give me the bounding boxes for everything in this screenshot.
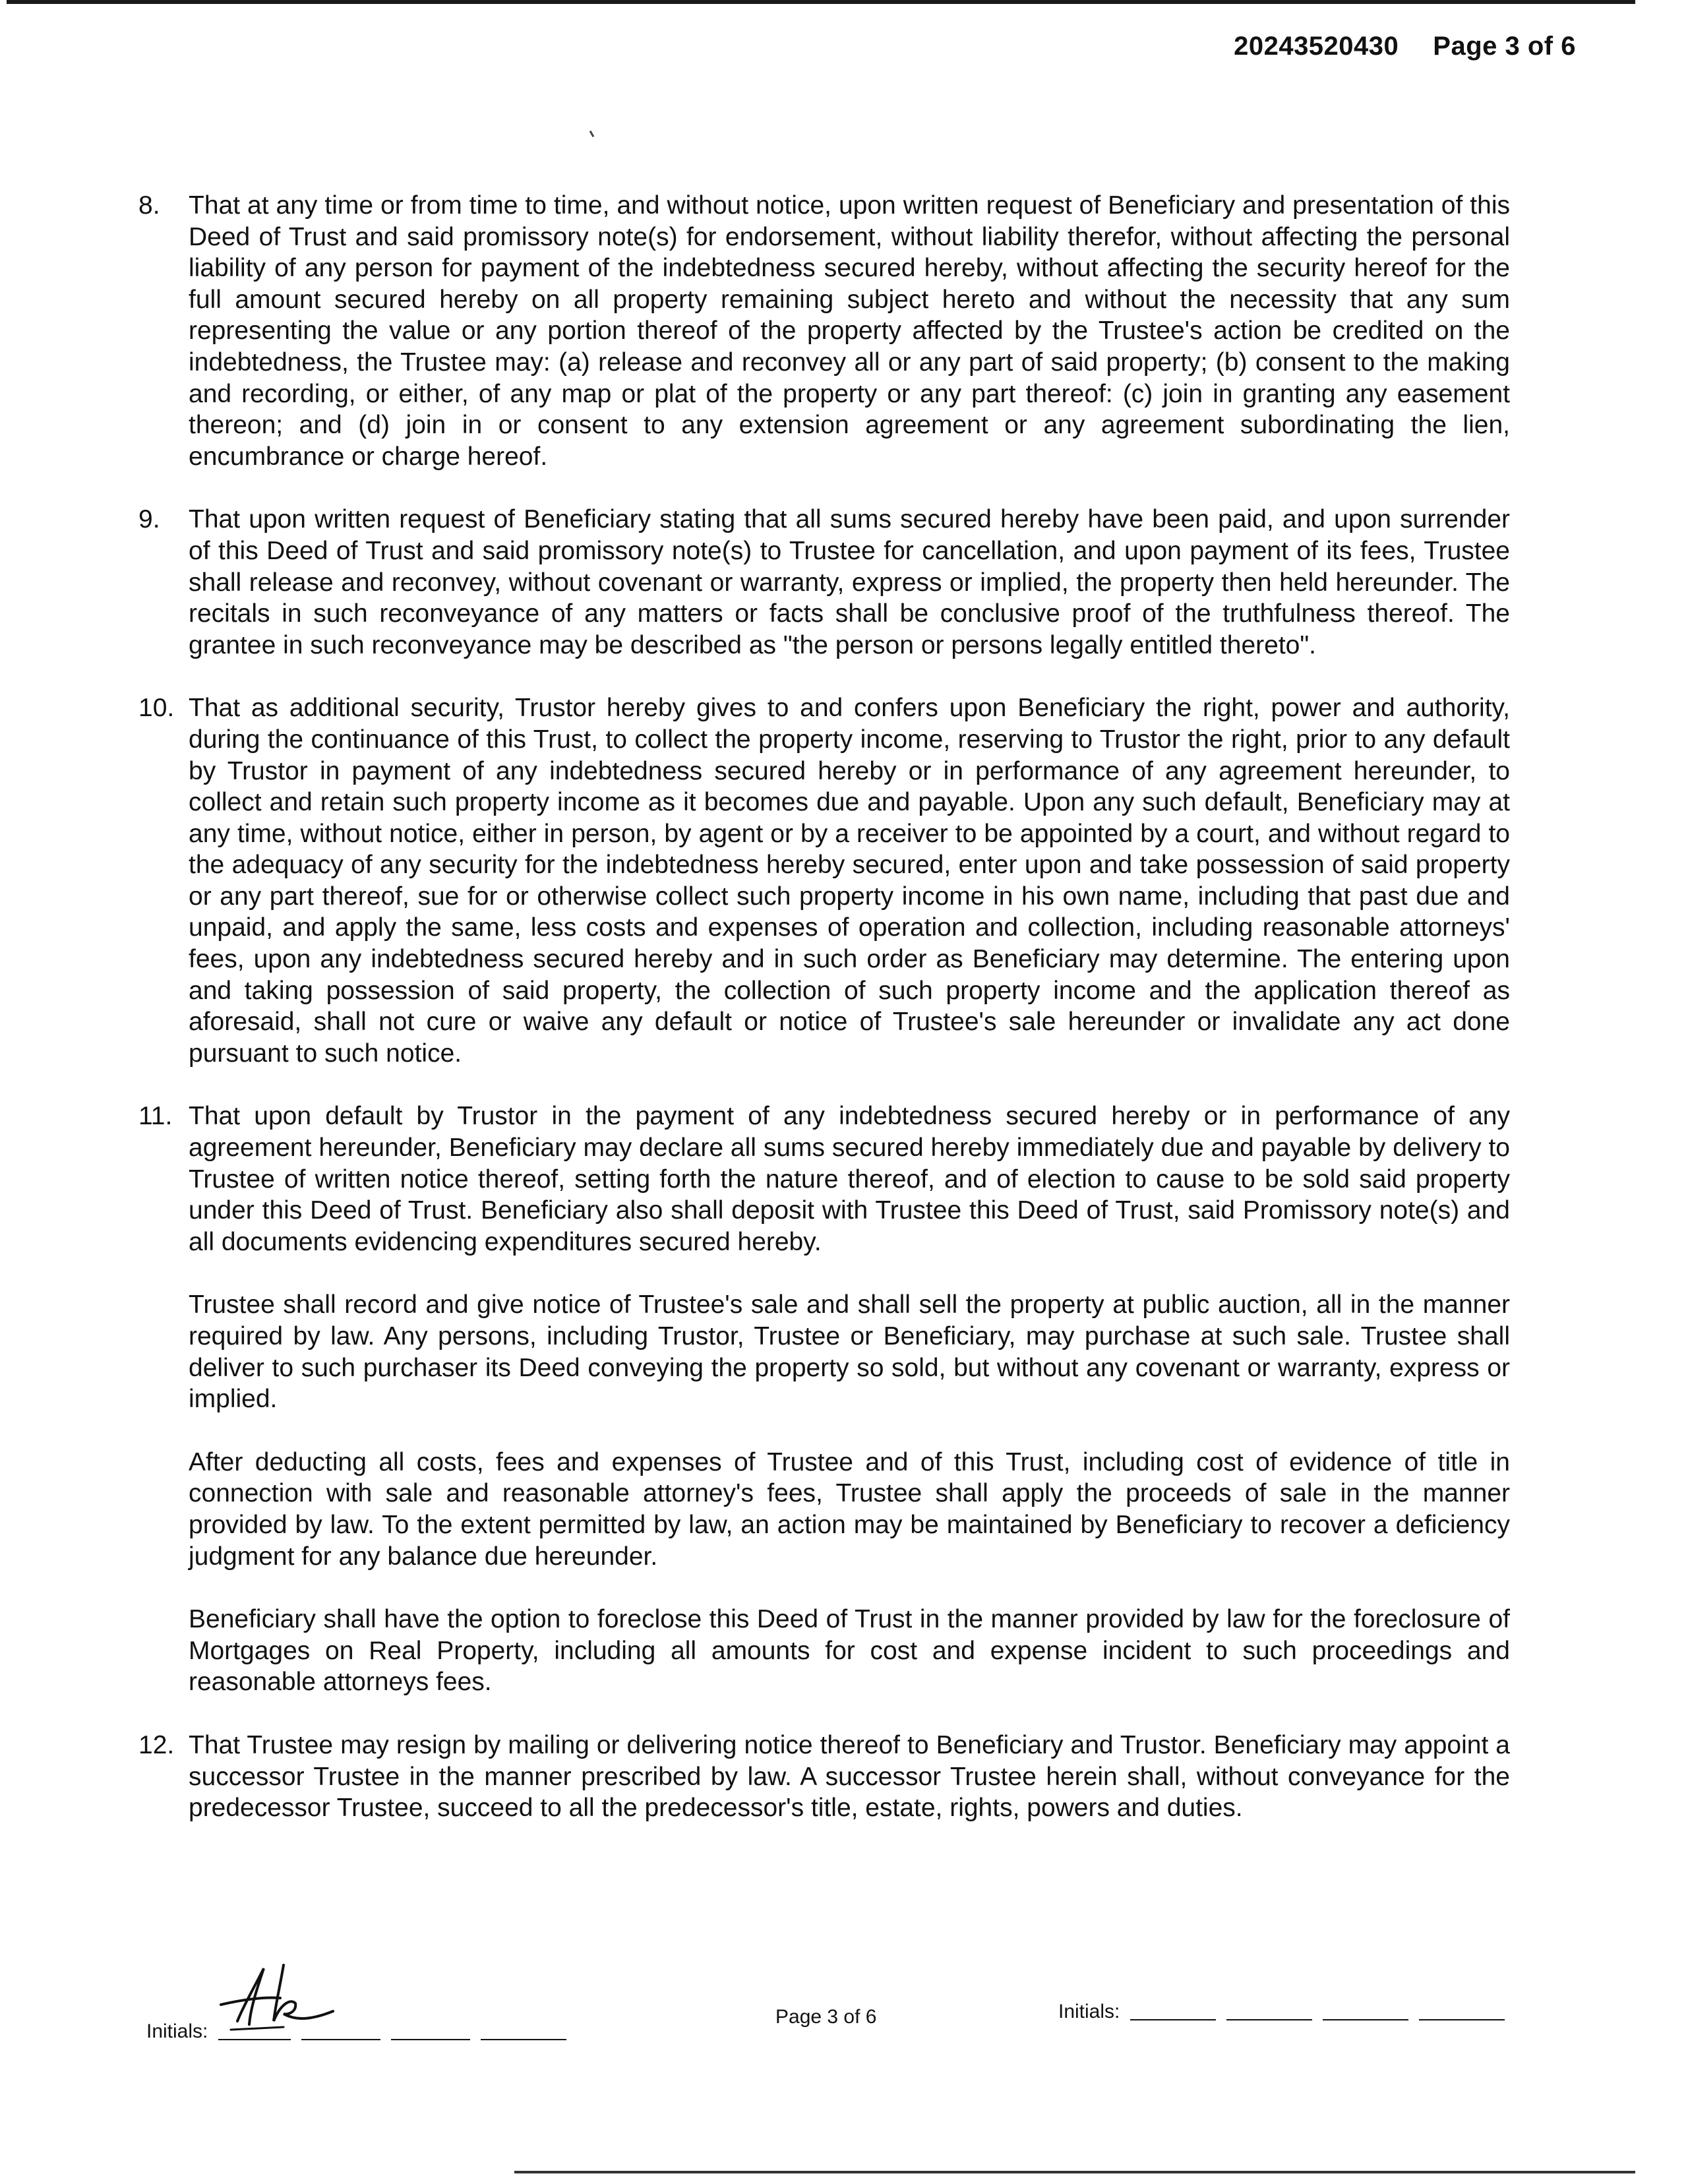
clause-number: 8. xyxy=(138,191,160,220)
clause-body xyxy=(189,1101,1510,1698)
clause-10 xyxy=(138,692,1510,1069)
bottom-border-line xyxy=(514,2171,1635,2173)
scan-mark xyxy=(589,131,595,137)
clause-paragraph: Trustee shall record and give notice of Trustee's sale and shall sell the property at public auction, all in the manner required by law. Any persons, including Trustor, Trustee or Beneficiary, may purchase at such sale. Trustee shall deliver to such purchaser its Deed conveying the property so sold, but without any covenant or warranty, express or implied. xyxy=(189,1290,1510,1414)
clause-paragraph: That at any time or from time to time, and without notice, upon written request of Beneficiary and presentation of this Deed of Trust and said promissory note(s) for endorsement, without liability therefor, without affecting the personal liability of any person for payment of the indebtedness secured hereby, without affecting the security hereof for the full amount secured hereby on all property remaining subject hereto and without the necessity that any sum representing the value or any portion thereof of the property affected by the Trustee's action be credited on the indebtedness, the Trustee may: (a) release and reconvey all or any part of said property; (b) consent to the making and recording, or either, of any map or plat of the property or any part thereof: (c) join in granting any easement thereon; and (d) join in or consent to any extension agreement or any agreement subordinating the lien, encumbrance or charge hereof. xyxy=(189,191,1510,471)
initials-blank xyxy=(1226,2019,1312,2020)
clause-body xyxy=(189,1730,1510,1824)
clause-12 xyxy=(138,1730,1510,1824)
clause-number: 9. xyxy=(138,505,160,534)
clause-11 xyxy=(138,1101,1510,1698)
document-body xyxy=(138,190,1510,1856)
clause-body xyxy=(189,692,1510,1069)
initials-right xyxy=(1058,2001,1505,2023)
clause-paragraph: That upon default by Trustor in the payment of any indebtedness secured hereby or in performance of any agreement hereunder, Beneficiary may declare all sums secured hereby immediately due and payable by delivery to Trustee of written notice thereof, setting forth the nature thereof, and of election to cause to be sold said property under this Deed of Trust. Beneficiary also shall deposit with Trustee this Deed of Trust, said Promissory note(s) and all documents evidencing expenditures secured hereby. xyxy=(189,1102,1510,1256)
initials-left xyxy=(146,2020,566,2043)
initials-blank xyxy=(1419,2019,1505,2020)
initials-blank xyxy=(1323,2019,1408,2020)
initials-left-label: Initials: xyxy=(146,2020,208,2042)
clause-body xyxy=(189,190,1510,472)
document-header xyxy=(1234,32,1576,61)
initials-blank xyxy=(301,2039,380,2040)
clause-number: 12. xyxy=(138,1730,175,1759)
initials-blank xyxy=(218,2039,291,2040)
page-footer xyxy=(0,1985,1688,2051)
clause-number: 10. xyxy=(138,694,175,723)
footer-page-number: Page 3 of 6 xyxy=(775,2006,877,2028)
clause-body xyxy=(189,504,1510,661)
clause-paragraph: Beneficiary shall have the option to foreclose this Deed of Trust in the manner provided by law for the foreclosure of Mortgages on Real Property, including all amounts for cost and expense incident to such proceedings and reasonable attorneys fees. xyxy=(189,1605,1510,1697)
top-border-line xyxy=(7,0,1635,4)
clause-paragraph: That Trustee may resign by mailing or delivering notice thereof to Beneficiary and Trustor. Beneficiary may appoint a successor Trustee in the manner prescribed by law. A successor Trustee herein shall, without conveyance for the predecessor Trustee, succeed to all the predecessor's title, estate, rights, powers and duties. xyxy=(189,1730,1510,1823)
clause-8 xyxy=(138,190,1510,472)
header-page-number: Page 3 of 6 xyxy=(1433,32,1576,61)
clause-paragraph: After deducting all costs, fees and expenses of Trustee and of this Trust, including cost of evidence of title in connection with sale and reasonable attorney's fees, Trustee shall apply the proceeds of sale in the manner provided by law. To the extent permitted by law, an action may be maintained by Beneficiary to recover a deficiency judgment for any balance due hereunder. xyxy=(189,1447,1510,1571)
document-number: 20243520430 xyxy=(1234,32,1399,61)
clause-number: 11. xyxy=(138,1102,173,1131)
clause-9 xyxy=(138,504,1510,661)
initials-right-label: Initials: xyxy=(1058,2001,1120,2022)
clause-paragraph: That as additional security, Trustor hereby gives to and confers upon Beneficiary the right, power and authority, during the continuance of this Trust, to collect the property income, reserving to Trustor the right, prior to any default by Trustor in payment of any indebtedness secured hereby or in performance of any agreement hereunder, to collect and retain such property income as it becomes due and payable. Upon any such default, Beneficiary may at any time, without notice, either in person, by agent or by a receiver to be appointed by a court, and without regard to the adequacy of any security for the indebtedness hereby secured, enter upon and take possession of said property or any part thereof, sue for or otherwise collect such property income in his own name, including that past due and unpaid, and apply the same, less costs and expenses of operation and collection, including reasonable attorneys' fees, upon any indebtedness secured hereby and in such order as Beneficiary may determine. The entering upon and taking possession of said property, the collection of such property income and the application thereof as aforesaid, shall not cure or waive any default or notice of Trustee's sale hereunder or invalidate any act done pursuant to such notice. xyxy=(189,694,1510,1068)
clause-paragraph: That upon written request of Beneficiary stating that all sums secured hereby have been paid, and upon surrender of this Deed of Trust and said promissory note(s) to Trustee for cancellation, and upon payment of its fees, Trustee shall release and reconvey, without covenant or warranty, express or implied, the property then held hereunder. The recitals in such reconveyance of any matters or facts shall be conclusive proof of the truthfulness thereof. The grantee in such reconveyance may be described as "the person or persons legally entitled thereto". xyxy=(189,505,1510,659)
initials-blank xyxy=(481,2039,566,2040)
initials-blank xyxy=(1130,2019,1216,2020)
initials-blank xyxy=(391,2039,470,2040)
